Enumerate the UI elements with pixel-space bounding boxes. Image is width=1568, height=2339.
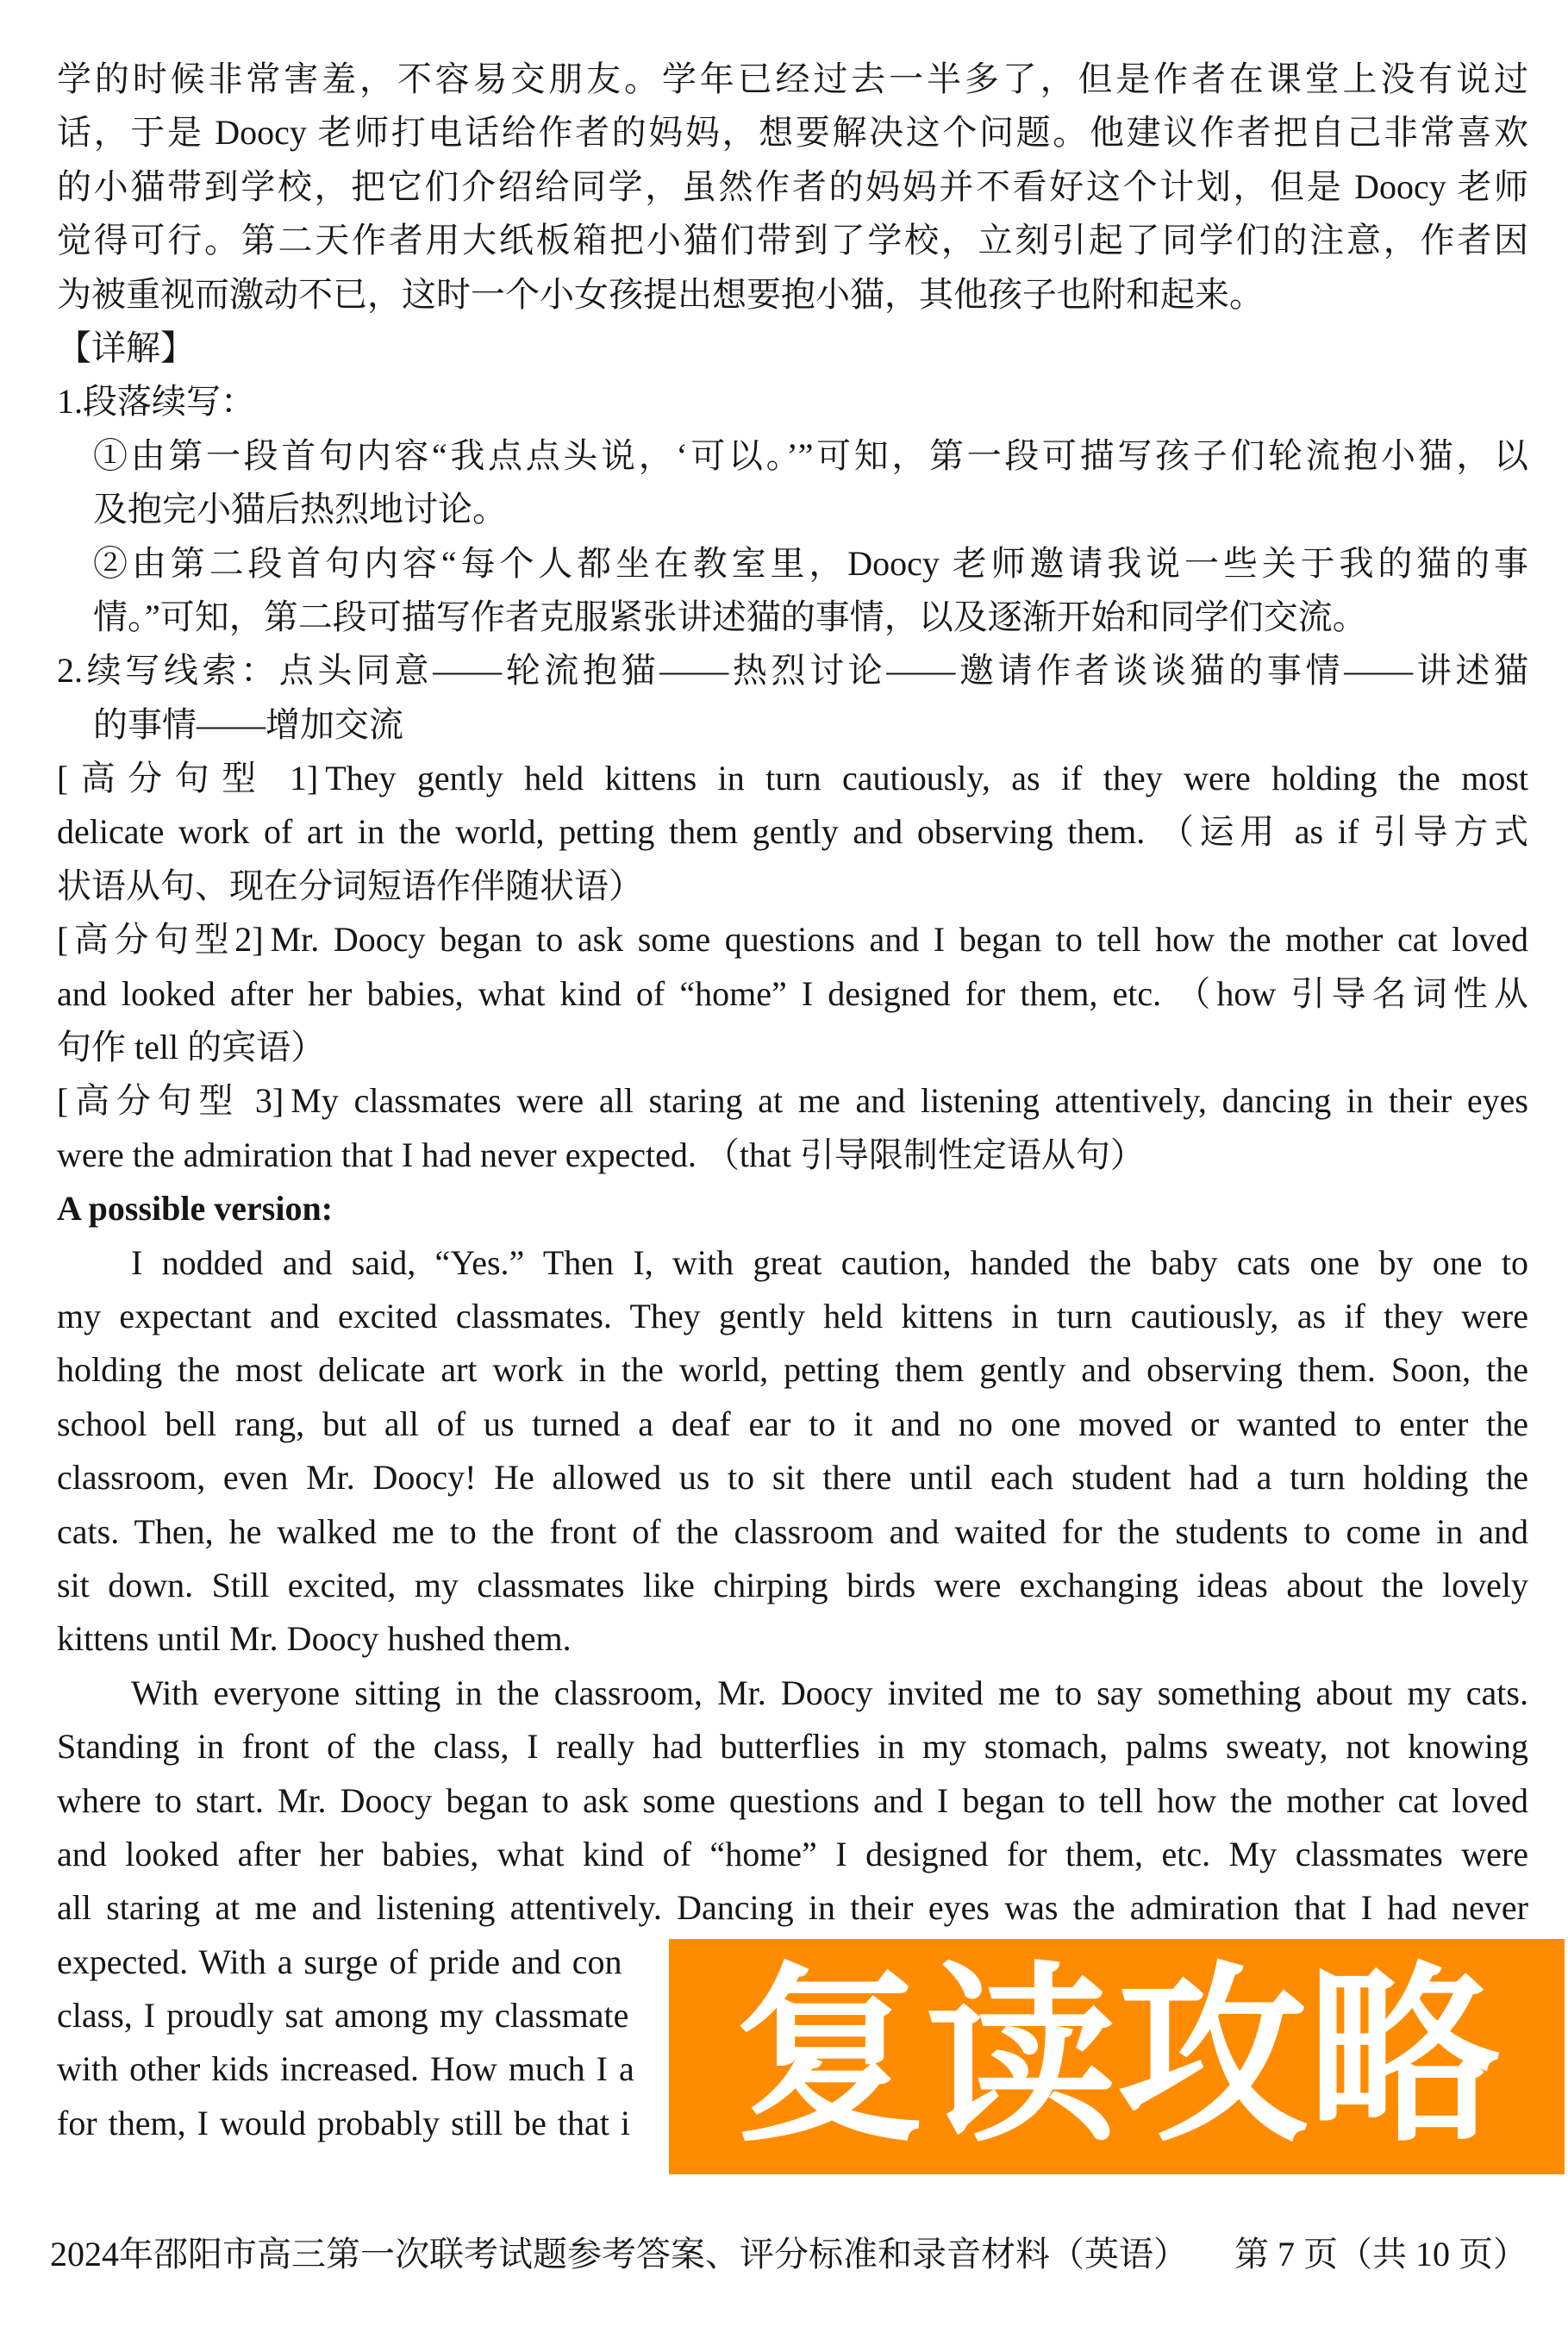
analysis-heading: 【详解】: [57, 328, 195, 367]
essay-line: kittens until Mr. Doocy hushed them.: [57, 1619, 572, 1659]
essay-line: school bell rang, but all of us turned a deaf ear to it and no one moved or wanted to enter the: [57, 1404, 1528, 1443]
essay-line: cats. Then, he walked me to the front of the classroom and waited for the students to come in and: [57, 1511, 1528, 1551]
high-score-sentence-3: [57, 1074, 1528, 1128]
page-footer: [50, 2233, 1527, 2276]
section2-line: 2.续写线索：点头同意——轮流抱猫——热烈讨论——邀请作者谈谈猫的事情——讲述猫: [57, 651, 1528, 691]
watermark-text: 复读攻略: [734, 1945, 1500, 2168]
document-body: [57, 53, 1528, 2150]
summary-line: 学的时候非常害羞，不容易交朋友。学年已经过去一半多了，但是作者在课堂上没有说过: [57, 59, 1528, 98]
summary-line: 觉得可行。第二天作者用大纸板箱把小猫们带到了学校，立刻引起了同学们的注意，作者因: [57, 221, 1528, 260]
sentence-line: were the admiration that I had never expected. （that 引导限制性定语从句）: [57, 1135, 1145, 1174]
sentence-label: [高分句型2]: [57, 920, 264, 960]
sentence-label: [高分句型 1]: [57, 759, 319, 798]
sentence-line: 状语从句、现在分词短语作伴随状语）: [57, 866, 643, 905]
footer-title: 2024年邵阳市高三第一次联考试题参考答案、评分标准和录音材料（英语）: [50, 2235, 1188, 2273]
summary-line: 话，于是 Doocy 老师打电话给作者的妈妈，想要解决这个问题。他建议作者把自己非常喜欢: [57, 113, 1528, 153]
sentence-text: My classmates were all staring at me and listening attentively, dancing in their eyes: [290, 1081, 1528, 1121]
high-score-sentence-2: [57, 913, 1528, 966]
essay-line: I nodded and said, “Yes.” Then I, with great caution, handed the baby cats one by one to: [131, 1242, 1528, 1282]
possible-version-heading: A possible version:: [57, 1189, 334, 1229]
section1-title: 1.段落续写：: [57, 382, 255, 422]
watermark-banner: [669, 1939, 1565, 2174]
point2-line: 情。”可知，第二段可描写作者克服紧张讲述猫的事情，以及逐渐开始和同学们交流。: [93, 597, 1367, 636]
summary-line: 的小猫带到学校，把它们介绍给同学，虽然作者的妈妈并不看好这个计划，但是 Doocy 老师: [57, 166, 1528, 206]
essay-line-partial: for them, I would probably still be that i: [57, 2103, 630, 2142]
summary-line: 为被重视而激动不已，这时一个小女孩提出想要抱小猫，其他孩子也附和起来。: [57, 274, 1264, 314]
essay-line: Standing in front of the class, I really had butterflies in my stomach, palms sweaty, not knowing: [57, 1727, 1528, 1767]
essay-line: With everyone sitting in the classroom, Mr. Doocy invited me to say something about my cats.: [131, 1673, 1528, 1712]
point1-line: 及抱完小猫后热烈地讨论。: [93, 490, 507, 529]
point1-line: ①由第一段首句内容“我点点头说，‘可以。’”可知，第一段可描写孩子们轮流抱小猫，以: [93, 435, 1528, 475]
sentence-text: They gently held kittens in turn cautiously, as if they were holding the most: [325, 759, 1529, 798]
essay-line: all staring at me and listening attentively. Dancing in their eyes was the admiration that I had never: [57, 1888, 1528, 1928]
page-number: 第 7 页（共 10 页）: [1234, 2235, 1527, 2273]
essay-line: classroom, even Mr. Doocy! He allowed us to sit there until each student had a turn holding the: [57, 1458, 1528, 1498]
high-score-sentence-1: [57, 752, 1528, 805]
sentence-text: Mr. Doocy began to ask some questions and I began to tell how the mother cat loved: [270, 920, 1529, 960]
essay-line-partial: expected. With a surge of pride and con: [57, 1942, 622, 1981]
essay-line-partial: class, I proudly sat among my classmate: [57, 1996, 629, 2036]
essay-line: and looked after her babies, what kind of “home” I designed for them, etc. My classmates were: [57, 1834, 1528, 1873]
sentence-line: delicate work of art in the world, petting them gently and observing them. （运用 as if 引导方式: [57, 812, 1528, 852]
section2-line: 的事情——增加交流: [93, 704, 403, 744]
essay-line-partial: with other kids increased. How much I a: [57, 2049, 634, 2089]
sentence-label: [高分句型 3]: [57, 1081, 284, 1121]
essay-line: where to start. Mr. Doocy began to ask some questions and I began to tell how the mother cat loved: [57, 1780, 1528, 1820]
point2-line: ②由第二段首句内容“每个人都坐在教室里，Doocy 老师邀请我说一些关于我的猫的事: [93, 543, 1528, 583]
essay-line: sit down. Still excited, my classmates like chirping birds were exchanging ideas about the lovely: [57, 1565, 1528, 1604]
sentence-line: and looked after her babies, what kind of “home” I designed for them, etc. （how 引导名词性从: [57, 973, 1528, 1013]
sentence-line: 句作 tell 的宾语）: [57, 1028, 326, 1067]
essay-line: holding the most delicate art work in the world, petting them gently and observing them. Soon, the: [57, 1350, 1528, 1390]
essay-line: my expectant and excited classmates. They gently held kittens in turn cautiously, as if they were: [57, 1296, 1528, 1335]
